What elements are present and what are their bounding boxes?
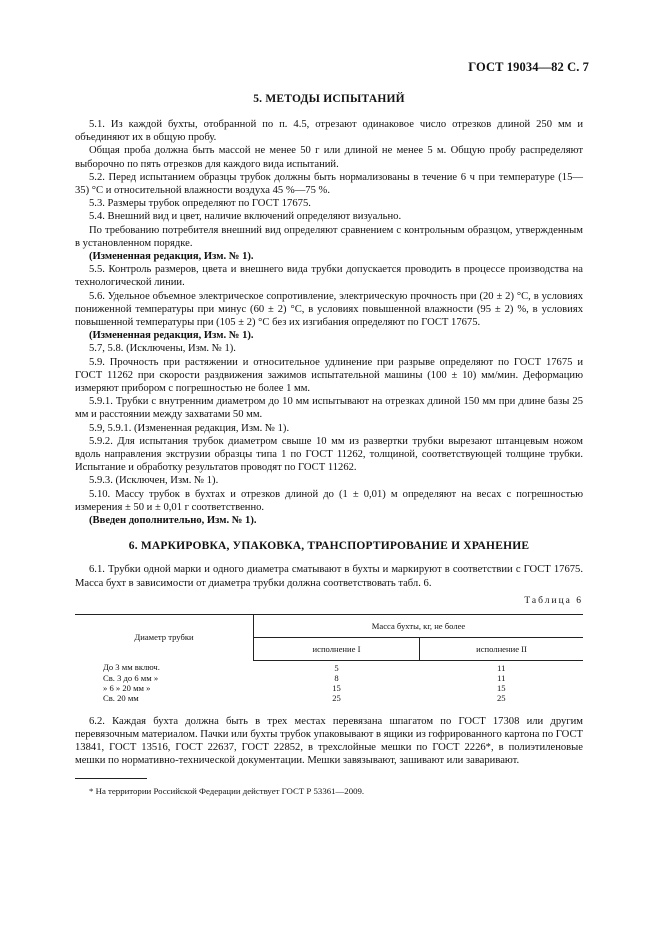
page-content bbox=[75, 93, 583, 798]
paragraph-6-1: 6.1. Трубки одной марки и одного диаметра сматывают в бухты и маркируют в соответствии с ГОСТ 17675. Масса бухт в зависимости от диаметра трубки должна соответствовать табл. 6. bbox=[75, 564, 583, 589]
section-5-paragraph: 5.10. Массу трубок в бухтах и отрезков длиной до (1 ± 0,01) м определяют на весах с погрешностью измерения ± 50 и ± 0,01 г соответственно. bbox=[75, 488, 583, 513]
section-5-paragraph: 5.9.2. Для испытания трубок диаметром свыше 10 мм из развертки трубки вырезают штанцевым ножом вдоль направления экструзии образцы типа 1 по ГОСТ 11262, толщиной, соответствующей толщине трубки. Испытание и обработку результатов проводят по ГОСТ 11262. bbox=[75, 435, 583, 474]
section-5-paragraph: 5.9. Прочность при растяжении и относительное удлинение при разрыве определяют по ГОСТ 17675 и ГОСТ 11262 при скорости раздвижения зажимов испытательной машины (100 ± 10) мм/мин. Деформацию измеряют прибором с погрешностью не более 1 мм. bbox=[75, 356, 583, 395]
section-5-paragraph: (Введен дополнительно, Изм. № 1). bbox=[89, 515, 257, 527]
section-5-paragraph: (Измененная редакция, Изм. № 1). bbox=[89, 251, 254, 263]
section-5-heading: 5. МЕТОДЫ ИСПЫТАНИЙ bbox=[253, 93, 405, 105]
section-6-heading: 6. МАРКИРОВКА, УПАКОВКА, ТРАНСПОРТИРОВАНИЕ И ХРАНЕНИЕ bbox=[128, 540, 530, 553]
section-5-paragraph: 5.9.1. Трубки с внутренним диаметром до 10 мм испытывают на отрезках длиной 150 мм при длине базы 25 мм и расстоянии между захватами 50 мм. bbox=[75, 396, 583, 421]
section-5-paragraph: 5.6. Удельное объемное электрическое сопротивление, электрическую прочность при (20 ± 2) °С, в условиях пониженной температуры при минус (60 ± 2) °С, в условиях повышенной влажности (95 ± 2) %, в условиях повышенной температуры при (105 ± 2) °С без их изгибания определяют по ГОСТ 17675. bbox=[75, 290, 583, 329]
cell-variant-2: 25 bbox=[496, 692, 506, 703]
section-5-paragraph: 5.4. Внешний вид и цвет, наличие включений определяют визуально. bbox=[89, 211, 402, 223]
footnote: * На территории Российской Федерации действует ГОСТ Р 53361—2009. bbox=[89, 785, 365, 796]
section-5-body bbox=[75, 118, 583, 527]
paragraph-6-2: 6.2. Каждая бухта должна быть в трех местах перевязана шпагатом по ГОСТ 17308 или другим перевязочным материалом. Пачки или бухты трубок упаковывают в ящики из гофрированного картона по ГОСТ 13841, ГОСТ 13516, ГОСТ 22637, ГОСТ 22852, в трехслойные мешки по ГОСТ 2226*, в полиэтиленовые мешки по нормативно-технической документации. Мешки завязывают, зашивают или заваривают. bbox=[75, 715, 583, 767]
section-5-paragraph: 5.7, 5.8. (Исключены, Изм. № 1). bbox=[89, 343, 236, 355]
section-5-paragraph: 5.3. Размеры трубок определяют по ГОСТ 17675. bbox=[89, 198, 311, 210]
cell-variant-1: 15 bbox=[332, 682, 341, 693]
table-row bbox=[75, 660, 583, 673]
page-header: ГОСТ 19034—82 С. 7 bbox=[468, 60, 589, 74]
section-5-paragraph: 5.1. Из каждой бухты, отобранной по п. 4.5, отрезают одинаковое число отрезков длиной 250 мм и объединяют их в общую пробу. bbox=[75, 119, 583, 144]
header-variant-2: исполнение II bbox=[420, 637, 584, 660]
cell-variant-1: 5 bbox=[334, 662, 339, 673]
table-6 bbox=[75, 614, 583, 703]
table-row bbox=[75, 683, 583, 693]
cell-diameter: Св. 20 мм bbox=[103, 692, 139, 703]
section-5-paragraph: 5.5. Контроль размеров, цвета и внешнего вида трубки допускается проводить в процессе производства на технологической линии. bbox=[75, 264, 583, 289]
table-row bbox=[75, 673, 583, 683]
header-variant-1: исполнение I bbox=[254, 637, 420, 660]
cell-variant-2: 15 bbox=[496, 682, 506, 693]
section-5-paragraph: 5.9, 5.9.1. (Измененная редакция, Изм. № 1). bbox=[89, 422, 290, 434]
table-caption: Таблица 6 bbox=[524, 595, 583, 606]
table-body bbox=[75, 660, 583, 703]
table-row bbox=[75, 693, 583, 703]
cell-variant-1: 8 bbox=[334, 672, 339, 683]
cell-variant-2: 11 bbox=[497, 662, 506, 673]
cell-variant-1: 25 bbox=[332, 692, 341, 703]
cell-diameter: До 3 мм включ. bbox=[103, 662, 160, 673]
cell-diameter: » 6 » 20 мм » bbox=[103, 682, 151, 693]
section-5-paragraph: По требованию потребителя внешний вид определяют сравнением с контрольным образцом, утвержденным в установленном порядке. bbox=[75, 224, 583, 249]
section-5-paragraph: 5.9.3. (Исключен, Изм. № 1). bbox=[89, 475, 219, 487]
footnote-divider bbox=[75, 778, 147, 779]
section-5-paragraph: 5.2. Перед испытанием образцы трубок должны быть нормализованы в течение 6 ч при температуре (15—35) °С и относительной влажности воздуха 45 %—75 %. bbox=[75, 171, 583, 197]
header-diameter: Диаметр трубки bbox=[75, 614, 254, 660]
cell-diameter: Св. 3 до 6 мм » bbox=[103, 672, 159, 683]
section-5-paragraph: Общая проба должна быть массой не менее 50 г или длиной не менее 5 м. Общую пробу распределяют выборочно по пять отрезков для каждого вида испытаний. bbox=[75, 145, 583, 170]
header-mass: Масса бухты, кг, не более bbox=[254, 614, 584, 637]
section-5-paragraph: (Измененная редакция, Изм. № 1). bbox=[89, 330, 254, 342]
cell-variant-2: 11 bbox=[497, 672, 506, 683]
